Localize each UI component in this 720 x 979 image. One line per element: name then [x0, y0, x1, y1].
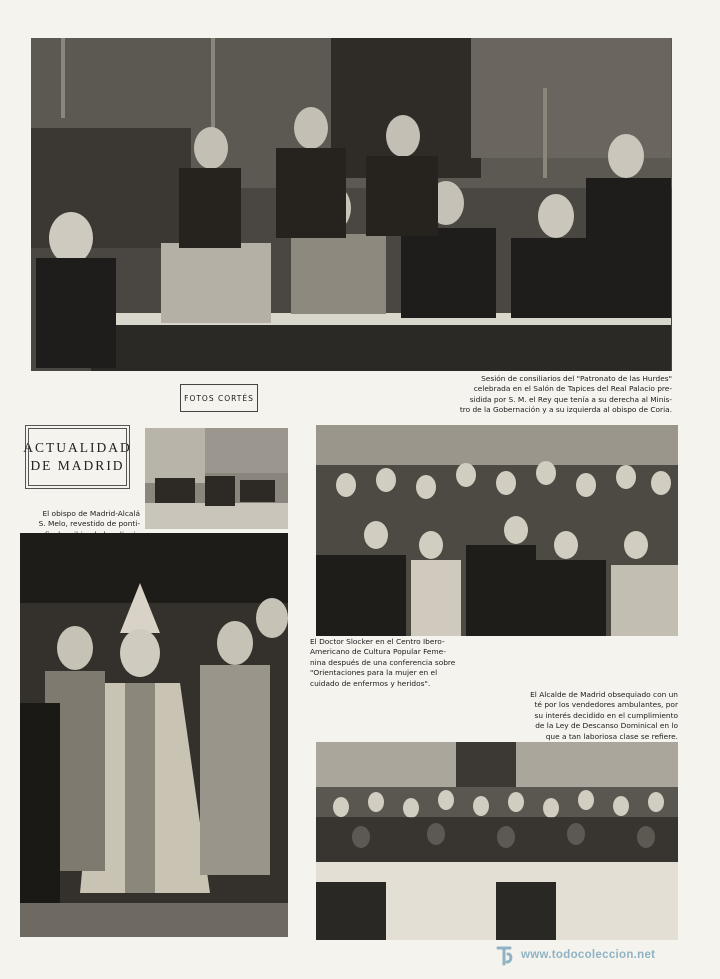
caption-line: su interés decidido en el cumplimiento [534, 710, 678, 720]
section-title-line-1: ACTUALIDAD [23, 440, 132, 455]
caption-line: "Orientaciones para la mujer en el [310, 668, 438, 678]
watermark [495, 942, 710, 968]
photo-credit: FOTOS CORTÉS [184, 393, 254, 403]
photo-street-carriages [145, 428, 288, 529]
caption-line: sidida por S. M. el Rey que tenía a su derecha al Minis- [469, 394, 672, 404]
caption-line: Sesión de consiliarios del "Patronato de las Hurdes" [481, 374, 672, 383]
caption-line: S. Melo, revestido de ponti- [38, 519, 140, 529]
caption-line: que a tan laboriosa clase se refiere. [545, 731, 678, 741]
caption-line: El obispo de Madrid-Alcalá [42, 509, 140, 518]
caption-doctor [310, 637, 480, 689]
caption-line: tro de la Gobernación y a su izquierda al obispo de Coria. [459, 405, 672, 415]
photo-palace-meeting [31, 38, 672, 371]
watermark-logo-icon [495, 944, 515, 966]
watermark-text: www.todocoleccion.net [521, 949, 656, 961]
photo-mayor-banquet [316, 742, 678, 940]
caption-line: cuidado de enfermos y heridos". [310, 678, 431, 688]
caption-line: de la Ley de Descanso Dominical en lo [535, 721, 678, 731]
caption-line: té por los vendedores ambulantes, por [534, 700, 678, 710]
caption-line: El Alcalde de Madrid obsequiado con un [530, 690, 678, 699]
section-title [25, 425, 130, 489]
caption-palace-meeting [410, 374, 672, 416]
caption-line: nina después de una conferencia sobre [310, 657, 456, 667]
caption-line: Americano de Cultura Popular Feme- [310, 647, 446, 657]
photo-doctor-conference [316, 425, 678, 636]
caption-line: El Doctor Slocker en el Centro Ibero- [310, 637, 445, 646]
caption-line: celebrada en el Salón de Tapices del Real Palacio pre- [473, 384, 672, 394]
caption-mayor [498, 690, 678, 742]
photo-credit-box [180, 384, 258, 412]
section-title-line-2: DE MADRID [30, 458, 125, 473]
photo-bishop-cathedral [20, 533, 288, 937]
